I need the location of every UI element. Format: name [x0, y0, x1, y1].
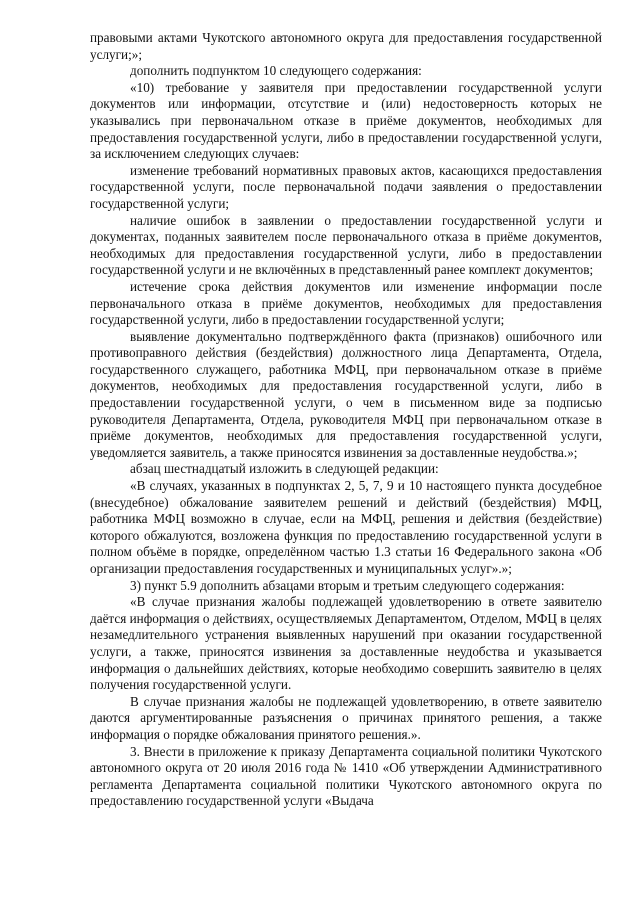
- paragraph-item-5-9: 3) пункт 5.9 дополнить абзацами вторым и третьим следующего содержания:: [130, 577, 565, 593]
- paragraph-amend-order: 3. Внести в приложение к приказу Департамента социальной политики Чукотского автономного округа от 20 июля 2016 года № 1410 «Об утверждении Административного регламента Департамента социальной политики Чукотского автономного округа по предоставлению государственной услуги «Выдача: [90, 743, 602, 809]
- paragraph-continuation: правовыми актами Чукотского автономного округа для предоставления государственной услуги;»;: [90, 30, 602, 62]
- paragraph-add-subitem-10: дополнить подпунктом 10 следующего содержания:: [130, 63, 422, 79]
- paragraph-complaint-satisfied: «В случае признания жалобы подлежащей удовлетворению в ответе заявителю даётся информация о действиях, осуществляемых Департаментом, Отделом, МФЦ в целях незамедлительного устранения выявленных нарушений при оказании государственной услуги, а также, приносятся извинения за доставленные неудобства и указывается информация о дальнейших действиях, которые необходимо совершить заявителю в целях получения государственной услуги.: [90, 594, 602, 693]
- paragraph-subitem-10: «10) требование у заявителя при предоставлении государственной услуги документов или информации, отсутствие и (или) недостоверность которых не указывались при первоначальном отказе в приёме документов, необходимых для предоставления государственной услуги, либо в предоставлении государственной услуги, за исключением следующих случаев:: [90, 79, 602, 162]
- document-page: [90, 30, 602, 810]
- paragraph-case-legal-change: изменение требований нормативных правовых актов, касающихся предоставления государственной услуги, после первоначальной подачи заявления о предоставлении государственной услуги;: [90, 162, 602, 211]
- paragraph-pretrial-appeal: «В случаях, указанных в подпунктах 2, 5, 7, 9 и 10 настоящего пункта досудебное (внесудебное) обжалование заявителем решений и действий (бездействия) МФЦ, работника МФЦ возможно в случае, если на МФЦ, решения и действия (бездействие) которого обжалуются, возложена функция по предоставлению государственной услуги в полном объёме в порядке, определённом частью 1.3 статьи 16 Федерального закона «Об организации предоставления государственных и муниципальных услуг».»;: [90, 478, 602, 576]
- paragraph-case-errors: наличие ошибок в заявлении о предоставлении государственной услуги и документах, поданных заявителем после первоначального отказа в приёме документов, необходимых для предоставления государственной услуги, либо в предоставлении государственной услуги и не включённых в представленный ранее комплект документов;: [90, 212, 602, 278]
- paragraph-case-expiry: истечение срока действия документов или изменение информации после первоначального отказа в приёме документов, необходимых для предоставления государственной услуги, либо в предоставлении государственной услуги;: [90, 278, 602, 328]
- paragraph-complaint-rejected: В случае признания жалобы не подлежащей удовлетворению, в ответе заявителю даются аргументированные разъяснения о причинах принятого решения, а также информация о порядке обжалования принятого решения.».: [90, 693, 602, 742]
- paragraph-sixteenth-indent: абзац шестнадцатый изложить в следующей редакции:: [130, 461, 439, 477]
- paragraph-case-misconduct: выявление документально подтверждённого факта (признаков) ошибочного или противоправного действия (бездействия) должностного лица Департамента, Отдела, государственного служащего, работника МФЦ, при первоначальном отказе в приёме документов, необходимых для предоставления государственной услуги, либо в предоставлении государственной услуги, о чем в письменном виде за подписью руководителя Департамента, Отдела, руководителя МФЦ при первоначальном отказе в приёме документов, необходимых для предоставления государственной услуги, уведомляется заявитель, а также приносятся извинения за доставленные неудобства.»;: [90, 328, 602, 460]
